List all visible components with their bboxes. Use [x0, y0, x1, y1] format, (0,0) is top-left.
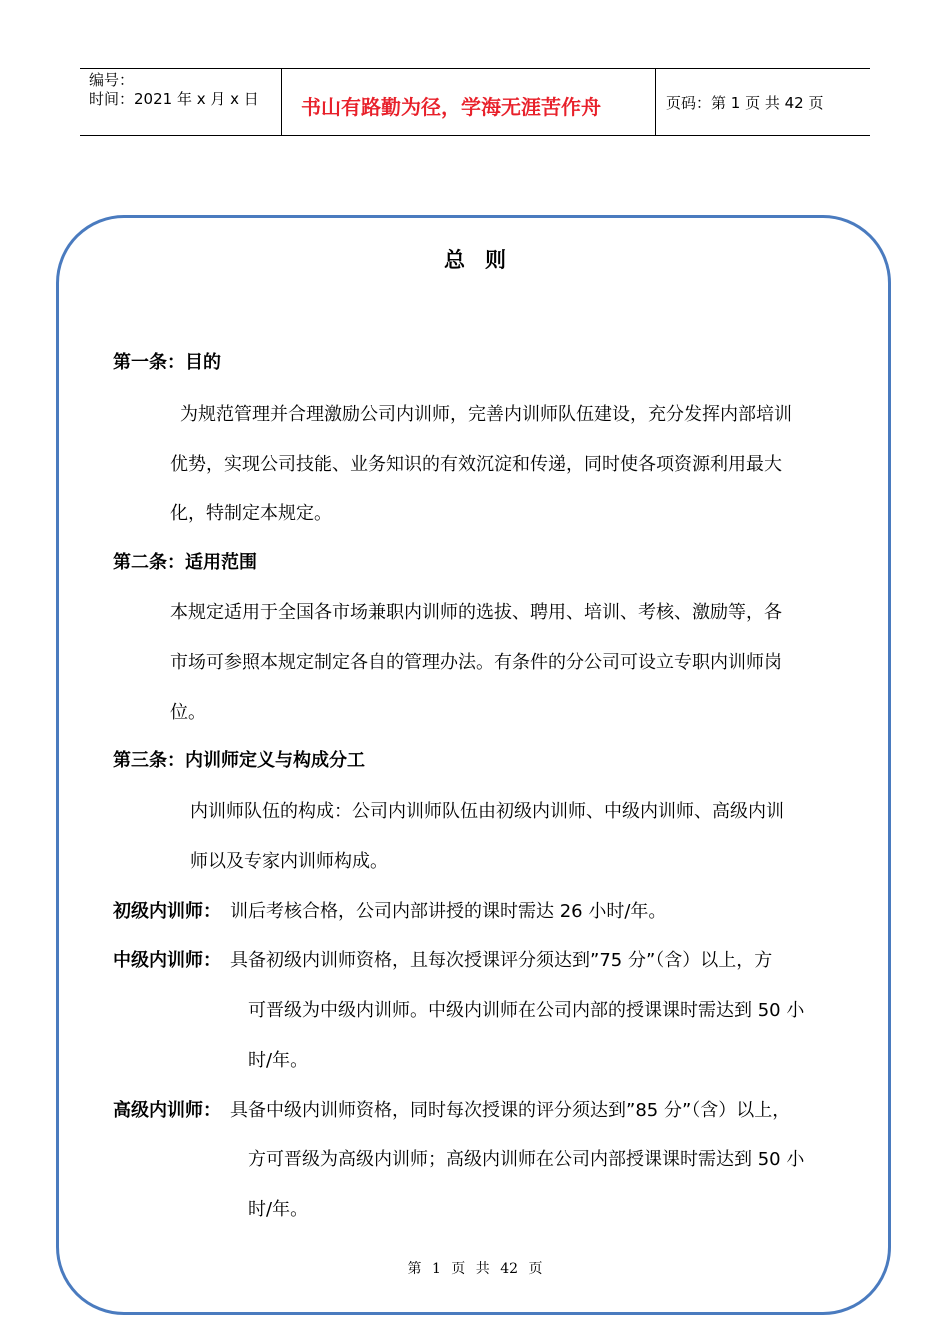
- header-table: [80, 68, 870, 136]
- middle-line-1: 具备初级内训师资格，且每次授课评分须达到”75 分”（含）以上，方: [230, 950, 773, 971]
- junior-label: 初级内训师：: [113, 901, 221, 922]
- number-label: 编号：: [89, 71, 135, 89]
- senior-line-2: 方可晋级为高级内训师；高级内训师在公司内部授课课时需达到 50 小: [248, 1149, 805, 1170]
- header-page-cell: [656, 69, 870, 136]
- middle-line-3: 时/年。: [248, 1050, 309, 1071]
- senior-label: 高级内训师：: [113, 1100, 221, 1121]
- section-2-line-1: 本规定适用于全国各市场兼职内训师的选拔、聘用、培训、考核、激励等，各: [170, 602, 782, 623]
- section-1-heading: 第一条：目的: [113, 352, 221, 373]
- middle-label: 中级内训师：: [113, 950, 221, 971]
- page-footer: 第 1 页 共 42 页: [407, 1261, 543, 1277]
- date-label: 时间：2021 年 x 月 x 日: [89, 90, 259, 108]
- motto-text: 书山有路勤为径，学海无涯苦作舟: [301, 95, 601, 119]
- section-1-line-1: 为规范管理并合理激励公司内训师，完善内训师队伍建设，充分发挥内部培训: [180, 404, 792, 425]
- section-2-line-2: 市场可参照本规定制定各自的管理办法。有条件的分公司可设立专职内训师岗: [170, 652, 782, 673]
- junior-line-1: 训后考核合格，公司内部讲授的课时需达 26 小时/年。: [230, 901, 667, 922]
- section-1-line-3: 化，特制定本规定。: [170, 503, 332, 524]
- section-3-line-1: 内训师队伍的构成：公司内训师队伍由初级内训师、中级内训师、高级内训: [190, 801, 784, 822]
- header-info-cell: [80, 69, 282, 136]
- section-3-heading: 第三条：内训师定义与构成分工: [113, 750, 365, 771]
- header-motto-cell: [282, 69, 656, 136]
- page-title: 总则: [444, 248, 526, 272]
- page-number-label: 页码：第 1 页 共 42 页: [666, 94, 824, 112]
- senior-line-1: 具备中级内训师资格，同时每次授课的评分须达到”85 分”（含）以上，: [230, 1100, 791, 1121]
- section-2-line-3: 位。: [170, 702, 206, 723]
- middle-line-2: 可晋级为中级内训师。中级内训师在公司内部的授课课时需达到 50 小: [248, 1000, 805, 1021]
- senior-line-3: 时/年。: [248, 1199, 309, 1220]
- section-3-line-2: 师以及专家内训师构成。: [190, 851, 388, 872]
- section-1-line-2: 优势，实现公司技能、业务知识的有效沉淀和传递，同时使各项资源利用最大: [170, 454, 782, 475]
- section-2-heading: 第二条：适用范围: [113, 552, 257, 573]
